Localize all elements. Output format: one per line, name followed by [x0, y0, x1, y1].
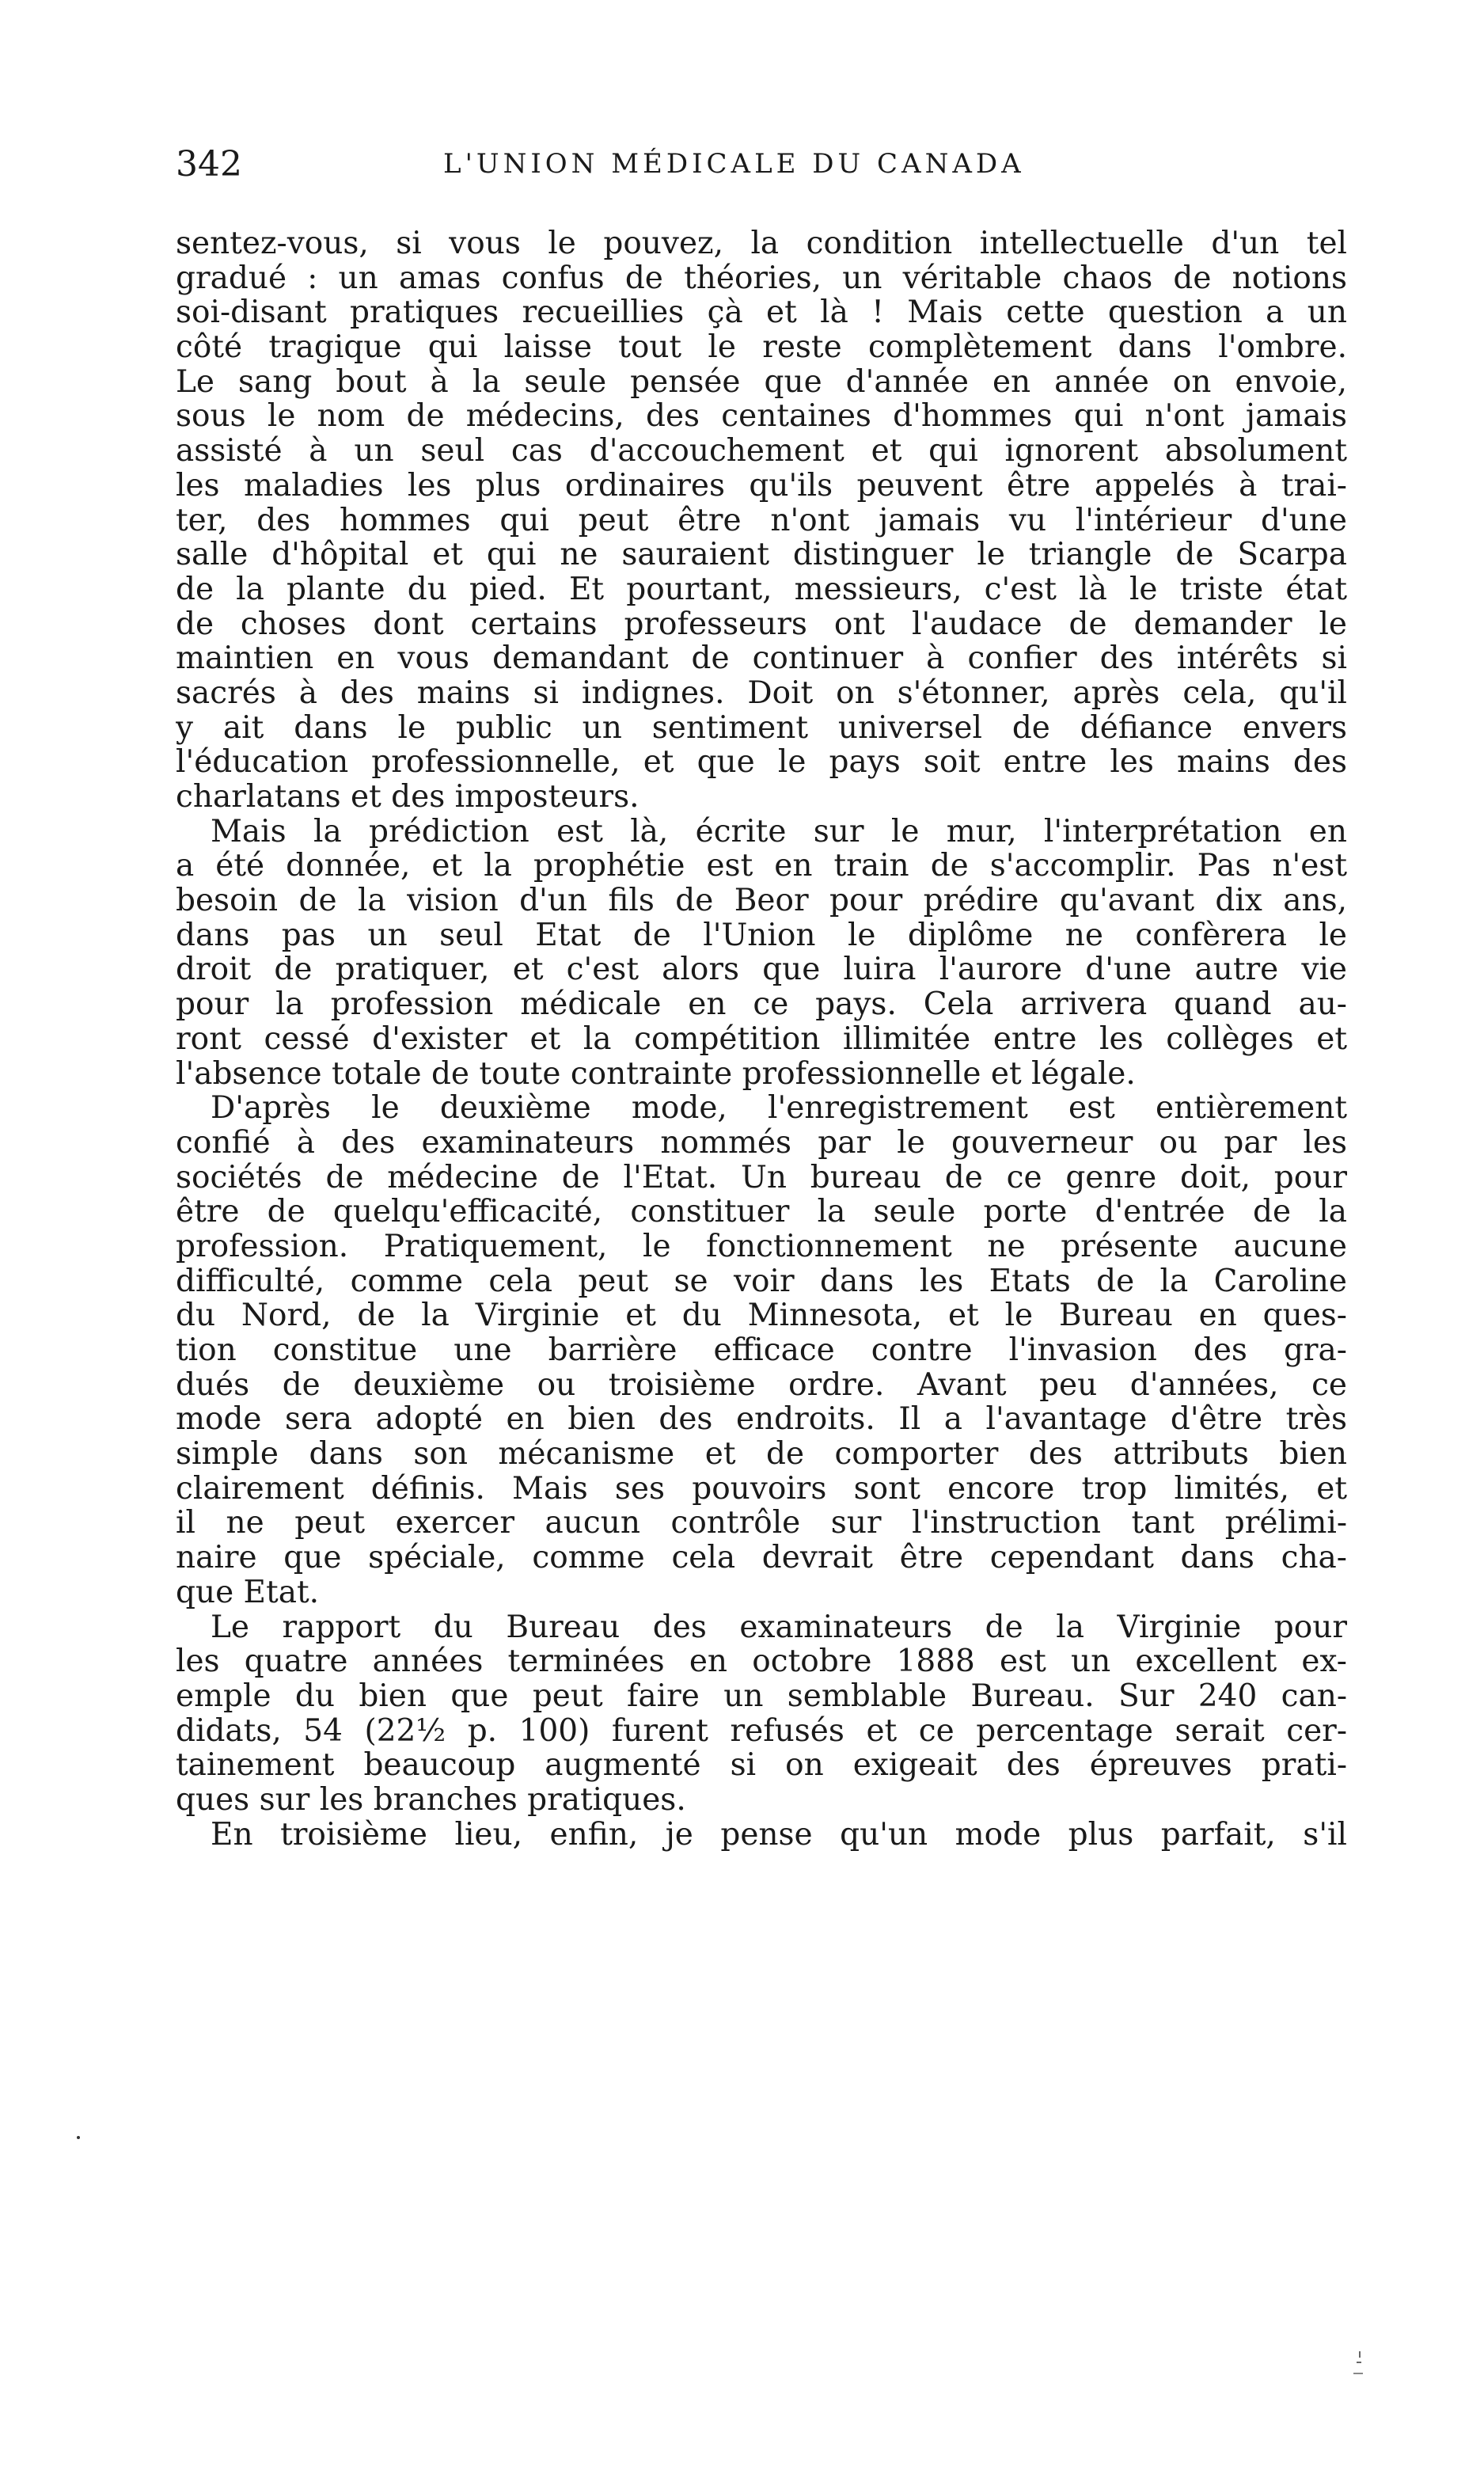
margin-mark	[1352, 2350, 1366, 2378]
text-line: de la plante du pied. Et pourtant, messieurs, c'est là le triste état	[176, 572, 1347, 607]
body-text	[176, 226, 1347, 1852]
text-line: D'après le deuxième mode, l'enregistrement est entièrement	[211, 1091, 1347, 1126]
text-line: côté tragique qui laisse tout le reste complètement dans l'ombre.	[176, 330, 1347, 365]
text-line: il ne peut exercer aucun contrôle sur l'instruction tant prélimi-	[176, 1506, 1347, 1541]
text-line: maintien en vous demandant de continuer à confier des intérêts si	[176, 641, 1347, 676]
text-line: difficulté, comme cela peut se voir dans les Etats de la Caroline	[176, 1264, 1347, 1299]
text-line: que Etat.	[176, 1575, 320, 1610]
text-line: l'éducation professionnelle, et que le pays soit entre les mains des	[176, 745, 1347, 780]
text-line: du Nord, de la Virginie et du Minnesota, et le Bureau en ques-	[176, 1298, 1347, 1333]
text-line: droit de pratiquer, et c'est alors que luira l'aurore d'une autre vie	[176, 952, 1347, 988]
text-line: simple dans son mécanisme et de comporter des attributs bien	[176, 1437, 1347, 1472]
text-line: sentez-vous, si vous le pouvez, la condition intellectuelle d'un tel	[176, 226, 1347, 261]
text-line: charlatans et des imposteurs.	[176, 780, 640, 815]
text-line: profession. Pratiquement, le fonctionnement ne présente aucune	[176, 1229, 1347, 1264]
text-line: gradué : un amas confus de théories, un véritable chaos de notions	[176, 260, 1347, 296]
text-line: dans pas un seul Etat de l'Union le diplôme ne confèrera le	[176, 918, 1347, 953]
text-line: mode sera adopté en bien des endroits. Il a l'avantage d'être très	[176, 1402, 1347, 1438]
margin-speck	[77, 2136, 80, 2139]
text-line: besoin de la vision d'un fils de Beor pour prédire qu'avant dix ans,	[176, 884, 1347, 918]
text-line: ques sur les branches pratiques.	[176, 1782, 686, 1818]
text-line: sociétés de médecine de l'Etat. Un bureau de ce genre doit, pour	[176, 1160, 1347, 1195]
text-line: dués de deuxième ou troisième ordre. Avant peu d'années, ce	[176, 1367, 1347, 1403]
page-number: 342	[176, 144, 242, 184]
text-line: les quatre années terminées en octobre 1888 est un excellent ex-	[176, 1644, 1347, 1679]
text-line: ter, des hommes qui peut être n'ont jamais vu l'intérieur d'une	[176, 503, 1347, 538]
text-line: sacrés à des mains si indignes. Doit on s'étonner, après cela, qu'il	[176, 675, 1347, 711]
text-line: les maladies les plus ordinaires qu'ils peuvent être appelés à trai-	[176, 468, 1347, 504]
text-line: tion constitue une barrière efficace contre l'invasion des gra-	[176, 1333, 1347, 1368]
text-line: Le rapport du Bureau des examinateurs de la Virginie pour	[211, 1609, 1347, 1645]
text-line: de choses dont certains professeurs ont l'audace de demander le	[176, 606, 1347, 642]
text-line: pour la profession médicale en ce pays. Cela arrivera quand au-	[176, 987, 1347, 1022]
text-line: a été donnée, et la prophétie est en train de s'accomplir. Pas n'est	[176, 849, 1347, 884]
text-line: assisté à un seul cas d'accouchement et qui ignorent absolument	[176, 434, 1347, 469]
text-line: ront cessé d'exister et la compétition illimitée entre les collèges et	[176, 1021, 1347, 1057]
text-line: didats, 54 (22½ p. 100) furent refusés et ce percentage serait cer-	[176, 1713, 1347, 1749]
text-line: l'absence totale de toute contrainte professionnelle et légale.	[176, 1056, 1136, 1092]
running-title: L'UNION MÉDICALE DU CANADA	[443, 148, 1025, 180]
text-line: salle d'hôpital et qui ne sauraient distinguer le triangle de Scarpa	[176, 538, 1347, 572]
text-line: En troisième lieu, enfin, je pense qu'un mode plus parfait, s'il	[211, 1817, 1347, 1853]
text-line: être de quelqu'efficacité, constituer la seule porte d'entrée de la	[176, 1195, 1347, 1229]
text-line: clairement définis. Mais ses pouvoirs sont encore trop limités, et	[176, 1471, 1347, 1507]
text-line: Mais la prédiction est là, écrite sur le mur, l'interprétation en	[211, 814, 1347, 849]
text-line: sous le nom de médecins, des centaines d'hommes qui n'ont jamais	[176, 399, 1347, 435]
text-line: naire que spéciale, comme cela devrait être cependant dans cha-	[176, 1541, 1347, 1575]
text-line: soi-disant pratiques recueillies çà et là ! Mais cette question a un	[176, 295, 1347, 331]
text-line: y ait dans le public un sentiment universel de défiance envers	[176, 710, 1347, 746]
text-line: confié à des examinateurs nommés par le gouverneur ou par les	[176, 1125, 1347, 1161]
text-line: tainement beaucoup augmenté si on exigeait des épreuves prati-	[176, 1748, 1347, 1783]
text-line: Le sang bout à la seule pensée que d'année en année on envoie,	[176, 364, 1347, 400]
text-line: emple du bien que peut faire un semblable Bureau. Sur 240 can-	[176, 1678, 1347, 1714]
